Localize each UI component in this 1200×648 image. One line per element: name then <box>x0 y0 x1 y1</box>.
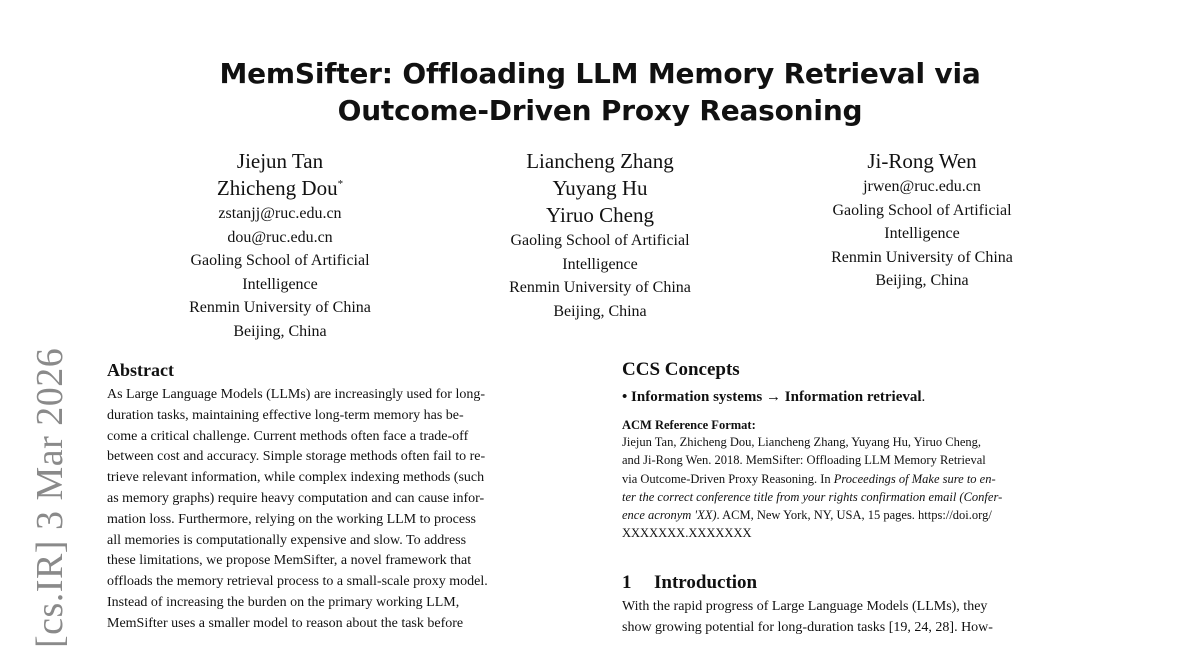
author-affiliation: Renmin University of China <box>189 299 371 316</box>
ccs-concepts-heading: CCS Concepts <box>622 359 740 380</box>
section-title: Introduction <box>654 572 758 593</box>
arxiv-identifier-stamp: [cs.IR] 3 Mar 2026 <box>29 347 71 648</box>
abstract-line: trieve relevant information, while complex indexing methods (such <box>107 470 485 486</box>
abstract-heading: Abstract <box>107 360 174 380</box>
introduction-heading <box>622 572 757 594</box>
ccs-concept-item <box>622 387 925 407</box>
abstract-line: these limitations, we propose MemSifter, a novel framework that <box>107 553 472 569</box>
author-affiliation: Gaoling School of Artificial <box>832 201 1012 219</box>
abstract-line: between cost and accuracy. Simple storage methods often fail to re- <box>107 449 486 465</box>
author-name: Yiruo Cheng <box>546 203 654 227</box>
acm-line: via Outcome-Driven Proxy Reasoning. In Proceedings of Make sure to en- <box>622 471 996 486</box>
author-name: Yuyang Hu <box>552 176 648 200</box>
author-affiliation: Intelligence <box>884 225 960 242</box>
abstract-line: Instead of increasing the burden on the primary working LLM, <box>107 594 460 610</box>
title-line-1: MemSifter: Offloading LLM Memory Retrieval via <box>219 57 981 90</box>
abstract-text <box>107 385 577 635</box>
author-location: Beijing, China <box>553 302 647 320</box>
author-affiliation: Intelligence <box>242 275 318 293</box>
abstract-line: all memories is computationally expensive and slow. To address <box>107 532 467 548</box>
acm-reference-heading: ACM Reference Format: <box>622 418 756 432</box>
ccs-concept-text: Information systems → Information retrieval <box>631 389 922 405</box>
abstract-line: come a critical challenge. Current methods often face a trade-off <box>107 428 469 444</box>
acm-reference-text <box>622 433 1097 543</box>
author-affiliation: Renmin University of China <box>509 279 691 296</box>
paper-title <box>0 55 1200 129</box>
author-block-3 <box>782 148 1062 293</box>
abstract-line: mation loss. Furthermore, relying on the working LLM to process <box>107 511 476 527</box>
acm-line: Jiejun Tan, Zhicheng Dou, Liancheng Zhang, Yuyang Hu, Yiruo Cheng, <box>622 435 982 449</box>
author-email: dou@ruc.edu.cn <box>227 228 333 246</box>
author-email: jrwen@ruc.edu.cn <box>863 178 981 195</box>
introduction-text <box>622 597 1097 639</box>
acm-line: ter the correct conference title from your rights confirmation email (Confer- <box>622 489 1003 504</box>
intro-line: With the rapid progress of Large Language Models (LLMs), they <box>622 599 988 614</box>
author-name: Jiejun Tan <box>236 149 324 173</box>
abstract-line: MemSifter uses a smaller model to reason about the task before <box>107 615 464 631</box>
author-location: Beijing, China <box>233 322 327 340</box>
author-block-2 <box>460 148 740 323</box>
author-affiliation: Renmin University of China <box>831 248 1013 266</box>
acm-line: XXXXXXX.XXXXXXX <box>622 526 752 541</box>
title-line-2: Outcome-Driven Proxy Reasoning <box>337 94 863 127</box>
author-name: Liancheng Zhang <box>526 149 674 173</box>
section-number: 1 <box>622 572 632 593</box>
acm-line: and Ji-Rong Wen. 2018. MemSifter: Offloading LLM Memory Retrieval <box>622 453 986 468</box>
ccs-bullet: • <box>622 389 628 405</box>
abstract-line: as memory graphs) require heavy computation and can cause infor- <box>107 490 485 506</box>
author-email: zstanjj@ruc.edu.cn <box>218 205 342 222</box>
abstract-line: duration tasks, maintaining effective long-term memory has be- <box>107 407 464 423</box>
author-name: Ji-Rong Wen <box>867 149 977 173</box>
abstract-line: offloads the memory retrieval process to a small-scale proxy model. <box>107 574 488 590</box>
author-affiliation: Gaoling School of Artificial <box>190 252 370 269</box>
author-affiliation: Gaoling School of Artificial <box>510 232 690 249</box>
abstract-line: As Large Language Models (LLMs) are increasingly used for long- <box>107 387 486 402</box>
acm-line: ence acronym 'XX). ACM, New York, NY, USA, 15 pages. https://doi.org/ <box>622 508 992 523</box>
ccs-period: . <box>921 389 926 405</box>
intro-line: show growing potential for long-duration tasks [19, 24, 28]. How- <box>622 619 993 635</box>
corresponding-author-mark: * <box>337 178 344 190</box>
author-block-1 <box>140 148 420 343</box>
author-affiliation: Intelligence <box>562 255 638 273</box>
author-name: Zhicheng Dou* <box>216 176 344 200</box>
author-location: Beijing, China <box>875 272 969 289</box>
